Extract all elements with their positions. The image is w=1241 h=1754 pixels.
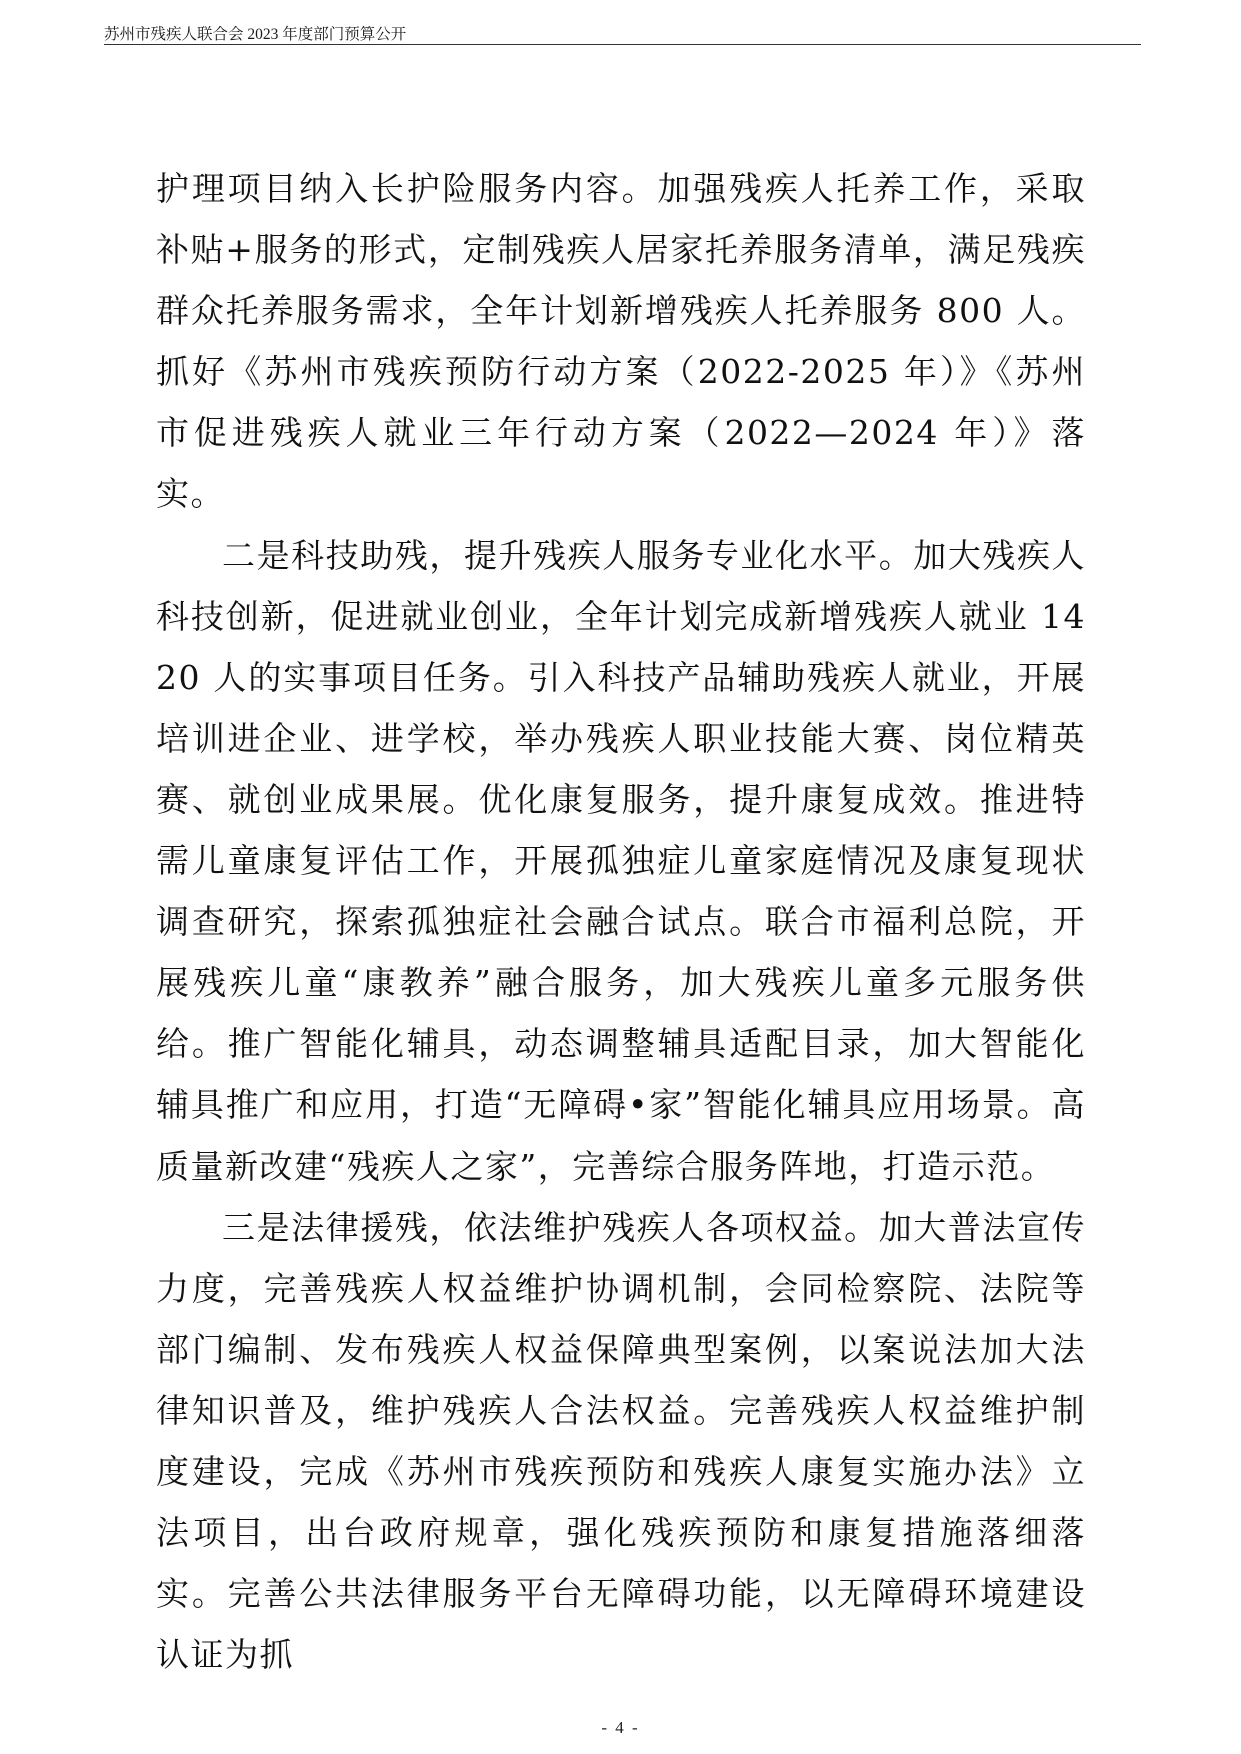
header-rule bbox=[104, 44, 1141, 45]
paragraph-continued: 护理项目纳入长护险服务内容。加强残疾人托养工作，采取补贴+服务的形式，定制残疾人居家托养服务清单，满足残疾群众托养服务需求，全年计划新增残疾人托养服务 800 人。抓好《苏州市残疾预防行动方案（2022-2025 年）》《苏州市促进残疾人就业三年行动方案（2022—2024 年）》落实。 bbox=[156, 169, 1086, 514]
paragraph-tech-assist: 二是科技助残，提升残疾人服务专业化水平。加大残疾人科技创新，促进就业创业，全年计划完成新增残疾人就业 1420 人的实事项目任务。引入科技产品辅助残疾人就业，开展培训进企业、进学校，举办残疾人职业技能大赛、岗位精英赛、就创业成果展。优化康复服务，提升康复成效。推进特需儿童康复评估工作，开展孤独症儿童家庭情况及康复现状调查研究，探索孤独症社会融合试点。联合市福利总院，开展残疾儿童“康教养”融合服务，加大残疾儿童多元服务供给。推广智能化辅具，动态调整辅具适配目录，加大智能化辅具推广和应用，打造“无障碍•家”智能化辅具应用场景。高质量新改建“残疾人之家”，完善综合服务阵地，打造示范。 bbox=[156, 535, 1086, 1186]
document-body bbox=[156, 158, 1086, 1685]
running-header: 苏州市残疾人联合会 2023 年度部门预算公开 bbox=[104, 26, 407, 43]
paragraph-legal-assist: 三是法律援残，依法维护残疾人各项权益。加大普法宣传力度，完善残疾人权益维护协调机制，会同检察院、法院等部门编制、发布残疾人权益保障典型案例，以案说法加大法律知识普及，维护残疾人合法权益。完善残疾人权益维护制度建设，完成《苏州市残疾预防和残疾人康复实施办法》立法项目，出台政府规章，强化残疾预防和康复措施落细落实。完善公共法律服务平台无障碍功能，以无障碍环境建设认证为抓 bbox=[156, 1207, 1086, 1675]
page-number: - 4 - bbox=[601, 1718, 640, 1737]
